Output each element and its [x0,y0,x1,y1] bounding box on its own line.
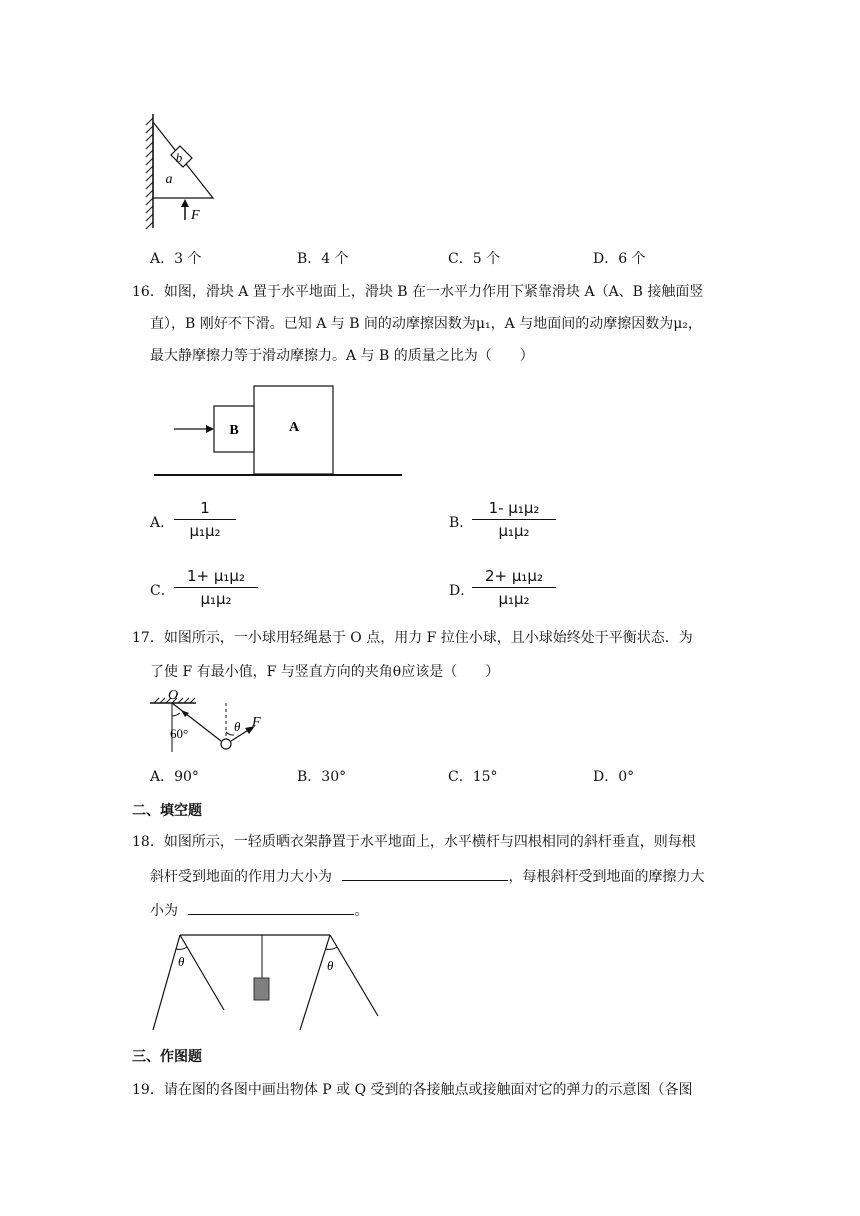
q16-text-line3: 最大静摩擦力等于滑动摩擦力。A 与 B 的质量之比为（ ） [150,348,534,364]
q16-label-b: B [229,423,239,438]
q16-option-c-letter: C． [150,583,175,599]
q16-option-b-den: μ₁μ₂ [498,522,530,540]
q18-label-theta-right: θ [327,958,334,973]
q15-label-b: b [175,150,183,165]
q17-option-c: C．15° [448,769,498,785]
q18-answer-blank-2[interactable] [188,900,354,915]
q16-option-d-letter: D． [449,583,475,599]
q15-option-c: C．5 个 [448,251,501,267]
q16-option-b-fraction [472,498,556,541]
q16-text-line1: 16．如图，滑块 A 置于水平地面上，滑块 B 在一水平力作用下紧靠滑块 A（A、B 接触面竖 [132,284,704,300]
q17-text-line1: 17．如图所示，一小球用轻绳悬于 O 点，用力 F 拉住小球，且小球始终处于平衡状态．为 [132,630,693,646]
q15-option-b: B．4 个 [297,251,349,267]
q16-option-d-fraction [472,566,556,609]
q19-text-line1: 19．请在图的各图中画出物体 P 或 Q 受到的各接触点或接触面对它的弹力的示意图（各图 [132,1082,693,1098]
q16-option-a-den: μ₁μ₂ [189,522,221,540]
q15-label-f: F [191,208,200,223]
q16-option-c-num: 1+ μ₁μ₂ [187,567,245,585]
q16-option-a-letter: A． [150,515,175,531]
q17-option-b: B．30° [297,769,347,785]
q16-option-b-num: 1- μ₁μ₂ [488,499,540,517]
q15-option-a: A．3 个 [150,251,202,267]
q17-label-f: F [252,715,261,730]
q16-option-c-den: μ₁μ₂ [200,590,232,608]
q16-option-d-num: 2+ μ₁μ₂ [485,567,543,585]
q17-label-o: O [168,688,179,703]
q18-text-line2 [150,866,704,887]
q16-option-d-den: μ₁μ₂ [498,590,530,608]
q15-label-a: a [165,172,173,187]
q17-text-line2: 了使 F 有最小值，F 与竖直方向的夹角θ应该是（ ） [150,664,500,680]
q17-label-theta: θ [234,719,241,734]
q16-option-b-letter: B． [449,515,474,531]
q18-answer-blank-1[interactable] [342,866,508,881]
q15-option-d: D．6 个 [593,251,646,267]
q18-figure [148,930,388,1034]
q18-label-theta-left: θ [178,954,185,969]
q18-text-line2-a: 斜杆受到地面的作用力大小为 [150,869,332,885]
q18-text-line1: 18．如图所示，一轻质晒衣架静置于水平地面上，水平横杆与四根相同的斜杆垂直，则每根 [132,834,696,850]
q18-text-line3-b: 。 [354,903,369,919]
q16-label-a: A [288,420,300,435]
q17-figure [148,688,278,754]
section-3-title: 三、作图题 [132,1049,202,1065]
q17-option-d: D．0° [593,769,635,785]
q18-text-line2-b: ，每根斜杆受到地面的摩擦力大 [508,869,705,885]
q17-option-a: A．90° [150,769,199,785]
q17-label-angle: 60° [170,726,189,741]
section-2-title: 二、填空题 [132,803,202,819]
q18-text-line3 [150,900,368,921]
q16-option-a-fraction [174,498,236,541]
q16-text-line2: 直），B 刚好不下滑。已知 A 与 B 间的动摩擦因数为μ₁，A 与地面间的动摩擦因数为μ₂， [150,316,702,332]
q15-figure [140,110,230,232]
q18-text-line3-a: 小为 [150,903,178,919]
q16-option-a-num: 1 [200,499,210,517]
q16-option-c-fraction [174,566,258,609]
q16-figure [150,380,410,480]
